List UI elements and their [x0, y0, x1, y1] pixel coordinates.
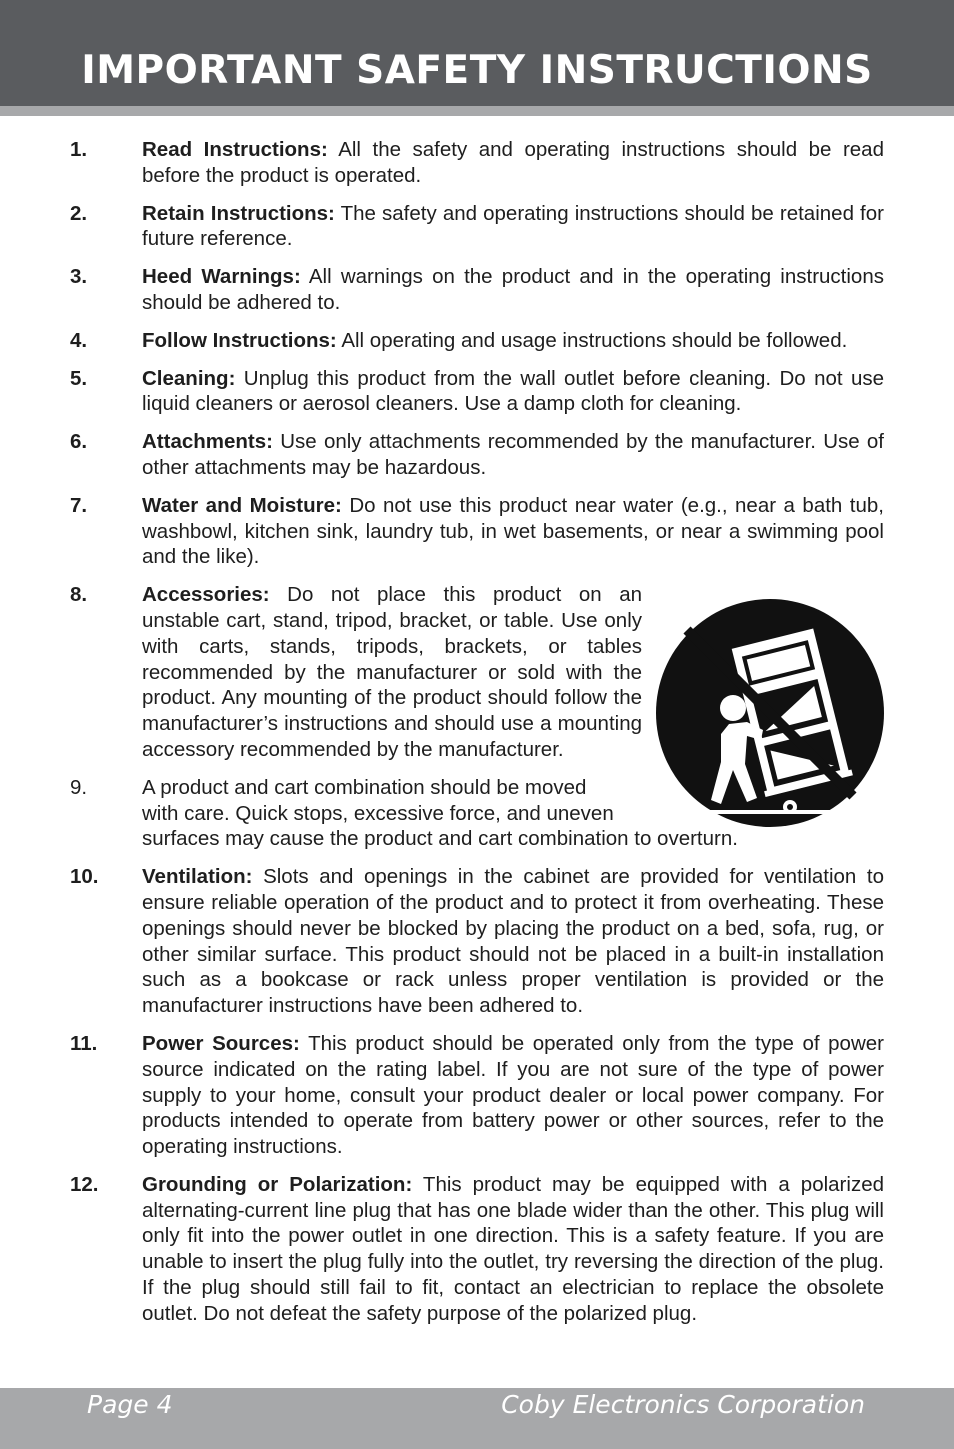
item-number: 2. [70, 201, 88, 225]
instruction-item-6 [70, 429, 884, 481]
item-number: 8. [70, 583, 88, 607]
item-number: 7. [70, 493, 88, 517]
item-body [142, 328, 884, 354]
instruction-item-12 [70, 1172, 884, 1327]
item-text: All operating and usage instructions should be followed. [336, 328, 848, 352]
company-name: Coby Electronics Corporation [501, 1390, 865, 1419]
item-label: Attachments: [142, 430, 273, 454]
page-number: Page 4 [87, 1390, 173, 1419]
item-label: Power Sources: [142, 1031, 300, 1055]
item-text-line: with care. Quick stops, excessive force, and uneven [142, 801, 614, 825]
item-text-line: A product and cart combination should be moved [142, 775, 587, 799]
item-text-line: surfaces may cause the product and cart combination to overturn. [142, 827, 738, 851]
page-title: IMPORTANT SAFETY INSTRUCTIONS [81, 48, 873, 93]
item-text: Do not use this product near water (e.g., near a bath tub, washbowl, kitchen sink, laundry tub, in wet basements, or near a swimming pool and the like). [142, 493, 884, 569]
item-label: Heed Warnings: [142, 265, 301, 289]
item-body [142, 493, 884, 570]
item-number: 4. [70, 328, 88, 352]
item-body [142, 582, 642, 763]
item-text: Use only attachments recommended by the manufacturer. Use of other attachments may be hazardous. [142, 430, 884, 479]
item-label: Grounding or Polarization: [142, 1172, 413, 1196]
item-number: 9. [70, 775, 88, 799]
item-text: All the safety and operating instructions should be read before the product is operated. [142, 138, 884, 187]
item-label: Read Instructions: [142, 138, 328, 161]
instruction-item-11 [70, 1031, 884, 1160]
item-label: Water and Moisture: [142, 493, 342, 517]
instruction-item-4 [70, 328, 884, 354]
item-label: Ventilation: [142, 865, 253, 889]
item-body [142, 1172, 884, 1327]
cart-tip-over-warning-icon [655, 598, 887, 830]
item-body [142, 864, 884, 1019]
instruction-item-2 [70, 201, 884, 253]
item-text: The safety and operating instructions should be retained for future reference. [142, 201, 884, 251]
item-body [142, 264, 884, 316]
instruction-item-1 [70, 137, 884, 189]
item-text: This product should be operated only from the type of power source indicated on the rating label. If you are not sure of the type of power supply to your home, consult your product dealer or local power company. For products intended to operate from battery power or other sources, refer to the operating instructions. [142, 1031, 884, 1159]
item-number: 10. [70, 865, 99, 889]
header-stripe [0, 106, 954, 116]
item-text: Unplug this product from the wall outlet before cleaning. Do not use liquid cleaners or aerosol cleaners. Use a damp cloth for cleaning. [142, 366, 884, 416]
item-label: Accessories: [142, 583, 270, 607]
item-text: Slots and openings in the cabinet are provided for ventilation to ensure reliable operation of the product and to protect it from overheating. These openings should never be blocked by placing the product on a bed, sofa, rug, or other similar surface. This product should not be placed in a built-in installation such as a bookcase or rack unless proper ventilation is provided or the manufacturer instructions have been adhered to. [142, 865, 884, 1018]
item-body [142, 137, 884, 189]
item-body [142, 429, 884, 481]
instruction-item-10 [70, 864, 884, 1019]
item-number: 1. [70, 138, 88, 161]
item-number: 11. [70, 1031, 98, 1055]
item-body [142, 201, 884, 253]
item-text: This product may be equipped with a polarized alternating-current line plug that has one blade wider than the other. This plug will only fit into the power outlet in one direction. This is a safety feature. If you are unable to insert the plug fully into the outlet, try reversing the direction of the plug. If the plug should still fail to fit, contact an electrician to replace the obsolete outlet. Do not defeat the safety purpose of the polarized plug. [142, 1172, 884, 1325]
instruction-item-7 [70, 493, 884, 570]
instruction-item-5 [70, 366, 884, 418]
instruction-item-3 [70, 264, 884, 316]
item-label: Retain Instructions: [142, 201, 335, 225]
item-body [142, 1031, 884, 1160]
item-body [142, 366, 884, 418]
item-number: 3. [70, 265, 88, 289]
item-text: All warnings on the product and in the operating instructions should be adhered to. [142, 265, 884, 314]
item-label: Follow Instructions: [142, 328, 337, 352]
item-number: 6. [70, 430, 88, 454]
item-number: 5. [70, 366, 88, 390]
item-number: 12. [70, 1172, 99, 1196]
item-label: Cleaning: [142, 366, 236, 390]
item-text: Do not place this product on an unstable cart, stand, tripod, bracket, or table. Use only with carts, stands, tripods, brackets, or tables recommended by the manufacturer or sold with the product. Any mounting of the product should follow the manufacturer’s instructions and should use a mounting accessory recommended by the manufacturer. [142, 583, 642, 761]
